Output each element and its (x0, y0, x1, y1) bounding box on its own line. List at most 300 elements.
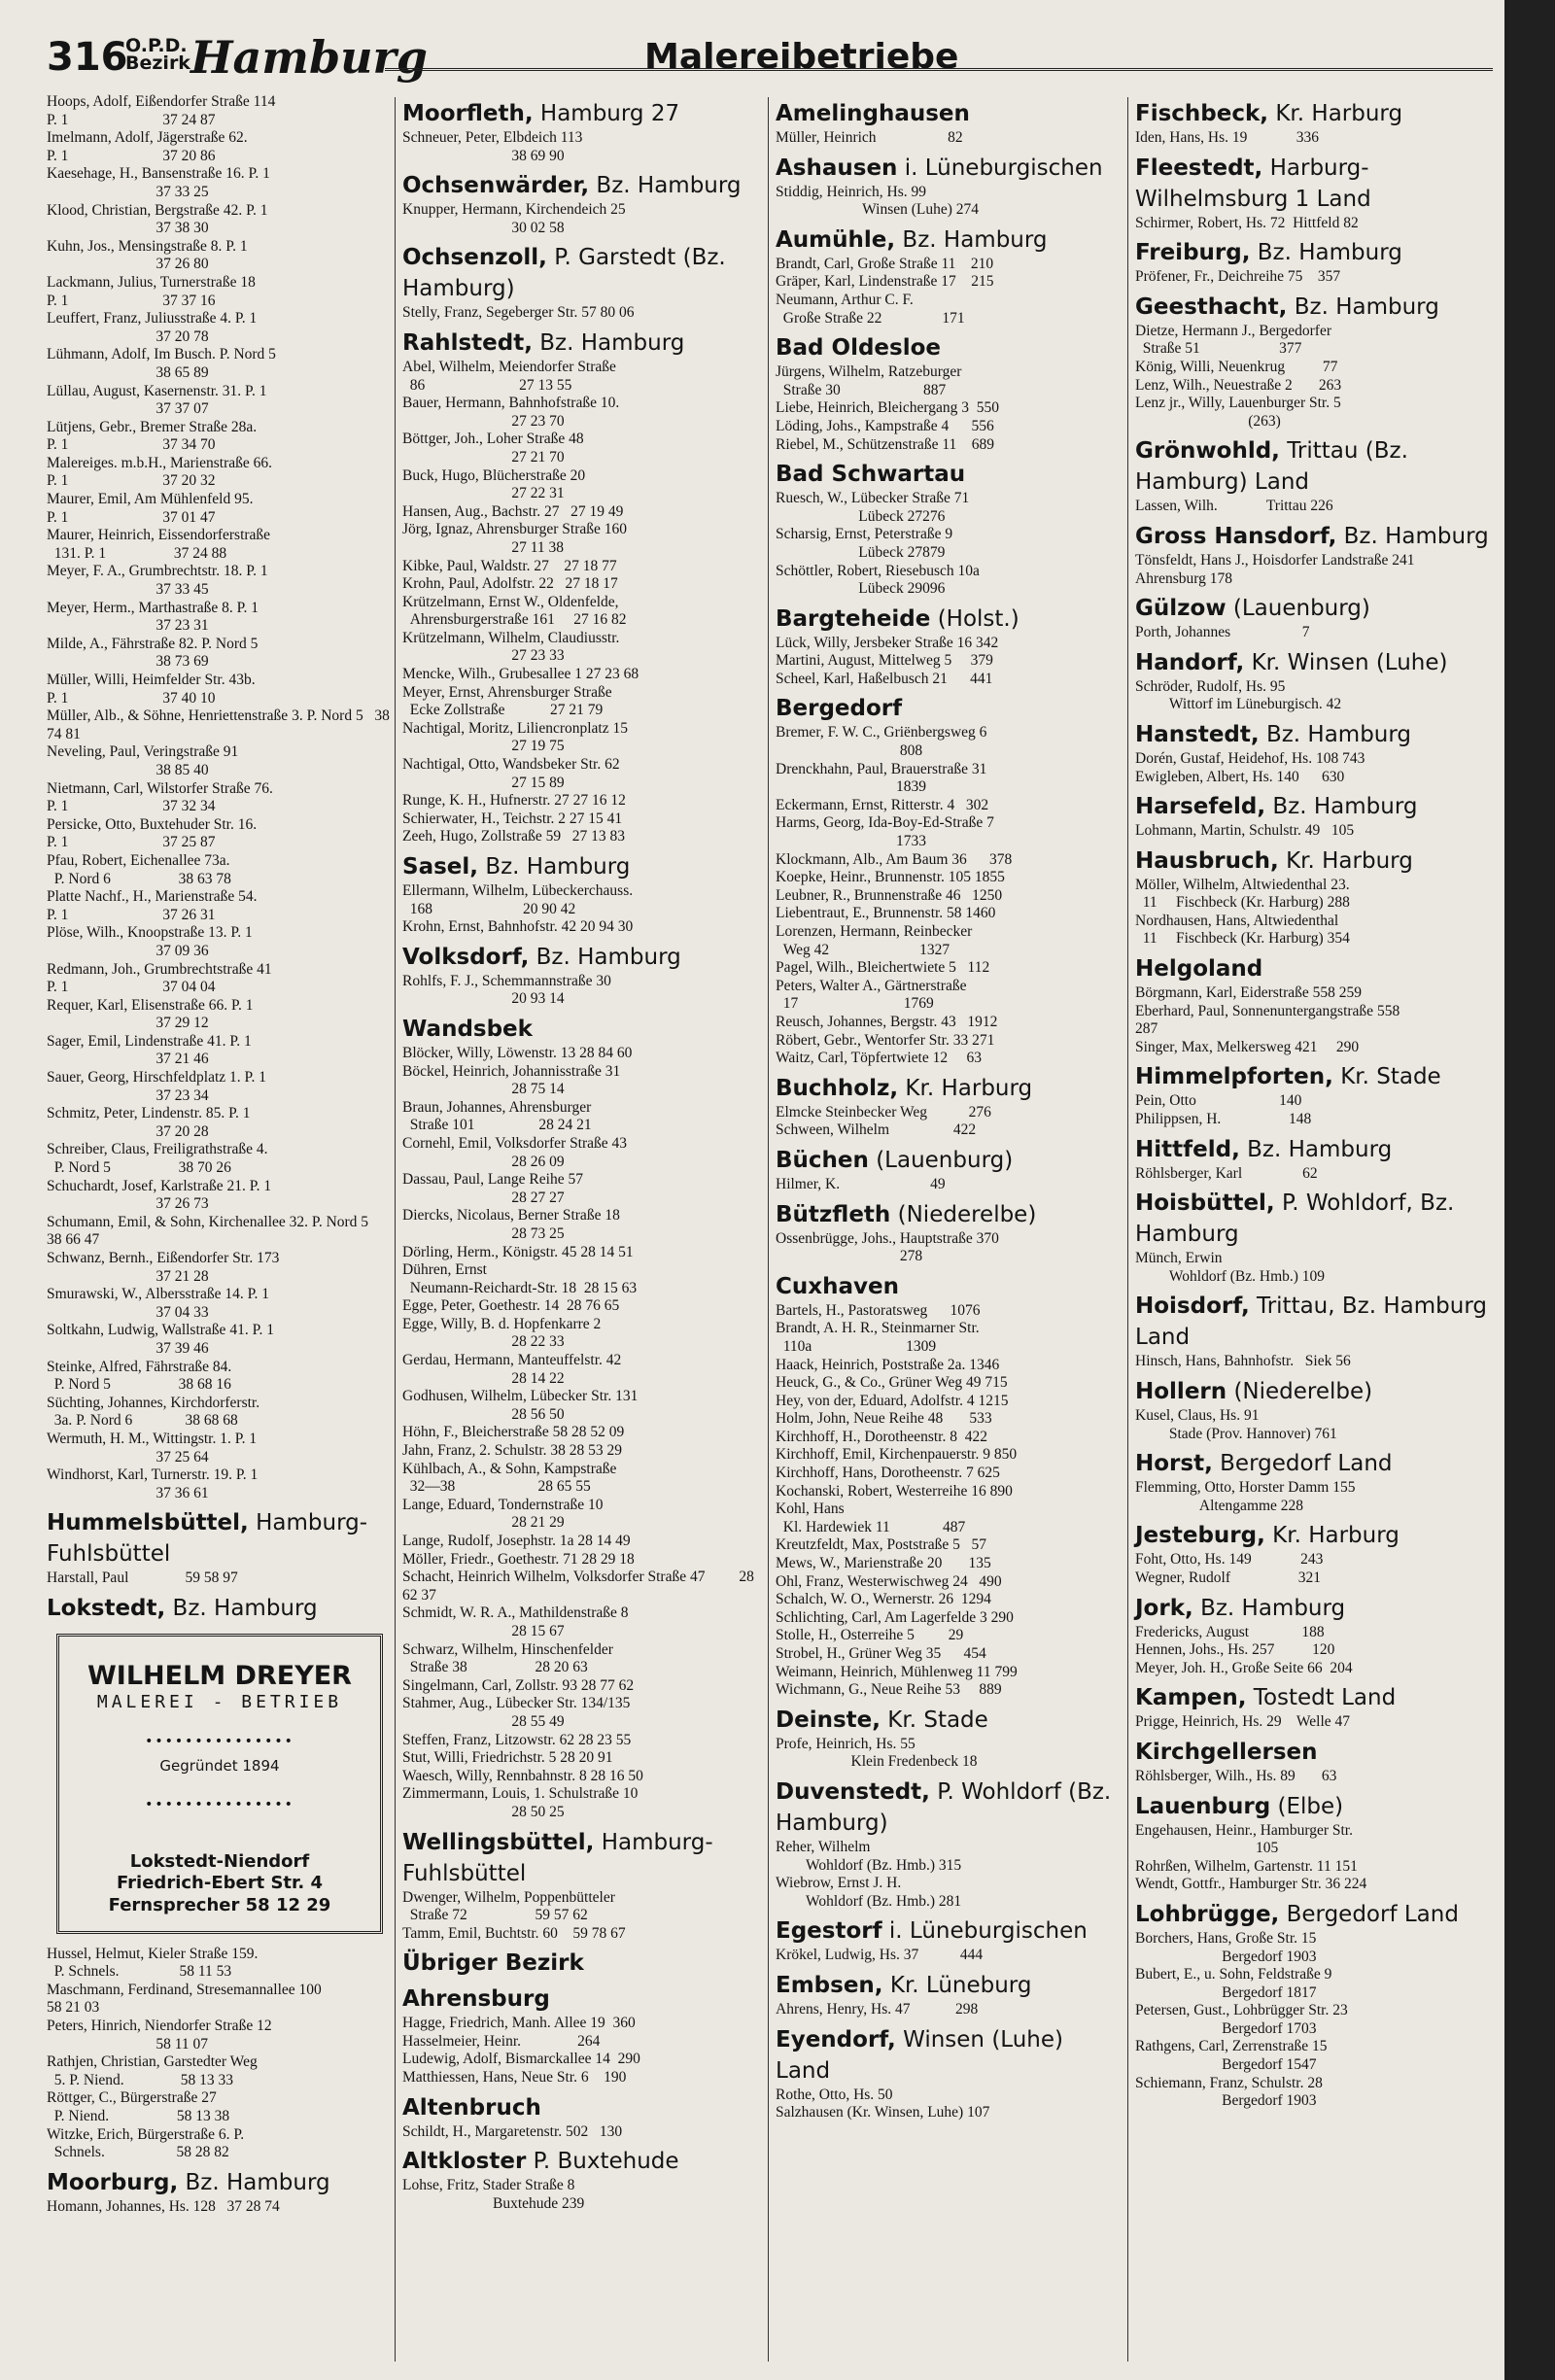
listing-entry: Ewigleben, Albert, Hs. 140 630 (1135, 768, 1345, 785)
listing-entry: 168 20 90 42 (402, 900, 576, 917)
place-name: Lohbrügge, (1135, 1901, 1280, 1927)
listing-entry: Müller, Heinrich 82 (776, 129, 963, 146)
listing-entry: P. 1 37 24 87 (47, 111, 216, 128)
place-heading (1135, 98, 1497, 129)
listing-entry: Singer, Max, Melkersweg 421 290 (1135, 1038, 1360, 1055)
listing-entry: 27 15 89 (402, 774, 565, 791)
listing-entry: 11 Fischbeck (Kr. Harburg) 288 (1135, 894, 1350, 912)
place-heading (402, 1014, 764, 1045)
listing-entry: Windhorst, Karl, Turnerstr. 19. P. 1 (47, 1466, 259, 1484)
listing-entry: 58 11 07 (47, 2035, 209, 2052)
place-name: Kampen, (1135, 1685, 1247, 1711)
listing-entry: 37 39 46 (47, 1339, 209, 1357)
place-heading (1135, 791, 1497, 822)
listing-entry: Reusch, Johannes, Bergstr. 43 1912 (776, 1013, 998, 1030)
place-district: Bz. Hamburg (902, 226, 1048, 253)
listing-entry: Neumann-Reichardt-Str. 18 28 15 63 (402, 1279, 638, 1296)
listing-entry: Weimann, Heinrich, Mühlenweg 11 799 (776, 1663, 1018, 1680)
listing-entry: 37 23 31 (47, 617, 209, 635)
listing-entry: Sauer, Georg, Hirschfeldplatz 1. P. 1 (47, 1069, 266, 1087)
listing-entry: 28 21 29 (402, 1514, 565, 1532)
listing-entry: 86 27 13 55 (402, 376, 572, 394)
place-heading (1135, 1593, 1497, 1624)
city-title: Hamburg (190, 31, 428, 84)
listing-entry: Petersen, Gust., Lohbrügger Str. 23 (1135, 2002, 1348, 2019)
place-name: Kirchgellersen (1135, 1739, 1318, 1765)
directory-column-4 (1135, 93, 1497, 2367)
listing-entry: P. 1 37 25 87 (47, 834, 216, 851)
listing-entry: Meyer, Herm., Marthastraße 8. P. 1 (47, 599, 259, 616)
place-heading (402, 1948, 764, 1979)
listing-entry: Tönsfeldt, Hans J., Hoisdorfer Landstraße 241 Ahrensburg 178 (1135, 551, 1452, 587)
place-name: Grönwohld, (1135, 438, 1280, 465)
place-district: P. Wohldorf, Bz. Hamburg (1135, 1190, 1455, 1248)
listing-entry: Riebel, M., Schützenstraße 11 689 (776, 435, 994, 453)
place-name: Eyendorf, (776, 2026, 896, 2052)
listing-entry: Hinsch, Hans, Bahnhofstr. Siek 56 (1135, 1353, 1351, 1370)
place-name: Lauenburg (1135, 1793, 1271, 1819)
directory-column-3 (776, 93, 1123, 2367)
place-district: Trittau, Bz. Hamburg Land (1135, 1293, 1487, 1351)
listing-entry: Dietze, Hermann J., Bergedorfer (1135, 322, 1331, 339)
listing-entry: Imelmann, Adolf, Jägerstraße 62. (47, 129, 248, 147)
listing-entry: P. Niend. 58 13 38 (47, 2108, 230, 2124)
listing-entry: Holm, John, Neue Reihe 48 533 (776, 1410, 992, 1428)
listing-entry: 32—38 28 65 55 (402, 1478, 591, 1496)
listing-entry: Hey, von der, Eduard, Adolfstr. 4 1215 (776, 1392, 1009, 1409)
place-name: Gülzow (1135, 596, 1227, 622)
listing-entry: Brandt, Carl, Große Straße 11 210 (776, 255, 994, 272)
listing-entry: Schiemann, Franz, Schulstr. 28 (1135, 2074, 1323, 2091)
listing-entry: Straße 72 59 57 62 (402, 1907, 588, 1924)
listing-entry: Bergedorf 1903 (1135, 2092, 1317, 2110)
listing-entry: Prigge, Heinrich, Hs. 29 Welle 47 (1135, 1713, 1351, 1731)
listing-entry: Leubner, R., Brunnenstraße 46 1250 (776, 886, 1003, 904)
listing-entry: Reher, Wilhelm (776, 1838, 871, 1855)
listing-entry: Höhn, F., Bleicherstraße 58 28 52 09 (402, 1424, 625, 1441)
place-name: Hoisbüttel, (1135, 1190, 1275, 1217)
place-district: Bz. Hamburg (1343, 523, 1489, 549)
listing-entry: Cornehl, Emil, Volksdorfer Straße 43 (402, 1134, 628, 1152)
listing-entry: 28 73 25 (402, 1224, 565, 1242)
place-name: Himmelpforten, (1135, 1064, 1333, 1090)
listing-entry: P. Nord 5 38 68 16 (47, 1376, 231, 1394)
listing-entry: Ecke Zollstraße 27 21 79 (402, 702, 604, 719)
listing-entry: Kusel, Claus, Hs. 91 (1135, 1407, 1260, 1424)
listing-entry: Fredericks, August 188 (1135, 1623, 1325, 1640)
place-district: Hamburg 27 (539, 101, 680, 126)
listing-entry: Harstall, Paul 59 58 97 (47, 1569, 238, 1587)
place-district: (Lauenburg) (876, 1147, 1014, 1173)
place-district: Bz. Hamburg (1272, 794, 1418, 820)
listing-entry: Brandt, A. H. R., Steinmarner Str. (776, 1320, 980, 1337)
listing-entry: Matthiessen, Hans, Neue Str. 6 190 (402, 2069, 627, 2087)
listing-entry: Stahmer, Aug., Lübecker Str. 134/135 (402, 1695, 631, 1712)
listing-entry: Lohmann, Martin, Schulstr. 49 105 (1135, 822, 1355, 840)
place-name: Harsefeld, (1135, 794, 1266, 820)
listing-entry: Steinke, Alfred, Fährstraße 84. (47, 1358, 232, 1375)
listing-entry: Drenckhahn, Paul, Brauerstraße 31 (776, 760, 987, 777)
listing-entry: 37 20 28 (47, 1122, 209, 1140)
listing-entry: Egge, Peter, Goethestr. 14 28 76 65 (402, 1297, 620, 1315)
place-heading (776, 1145, 1123, 1176)
place-name: Horst, (1135, 1451, 1213, 1477)
listing-entry: Maschmann, Ferdinand, Stresemannallee 100 58 21 03 (47, 1981, 390, 2017)
place-name: Moorburg, (47, 2169, 179, 2195)
place-district: Bz. Hamburg (1257, 240, 1402, 266)
listing-entry: Flemming, Otto, Horster Damm 155 (1135, 1479, 1356, 1497)
listing-entry: Foht, Otto, Hs. 149 243 (1135, 1551, 1324, 1569)
listing-entry: Egge, Willy, B. d. Hopfenkarre 2 (402, 1315, 602, 1332)
listing-entry: 105 (1135, 1840, 1279, 1857)
place-district: Bz. Hamburg (172, 1595, 318, 1621)
listing-entry: 28 56 50 (402, 1405, 565, 1423)
listing-entry: Strobel, H., Grüner Weg 35 454 (776, 1645, 986, 1662)
listing-entry: Smurawski, W., Albersstraße 14. P. 1 (47, 1286, 270, 1303)
place-name: Handorf, (1135, 649, 1245, 675)
place-district: Bz. Hamburg (1247, 1136, 1393, 1162)
place-heading (1135, 1134, 1497, 1165)
listing-entry: 37 21 28 (47, 1267, 209, 1285)
place-district: Kr. Harburg (1286, 847, 1413, 874)
listing-entry: Schneuer, Peter, Elbdeich 113 (402, 129, 583, 146)
listing-entry: Steffen, Franz, Litzowstr. 62 28 23 55 (402, 1731, 632, 1748)
listing-entry: 17 1769 (776, 995, 934, 1013)
place-district: Trittau (Bz. Hamburg) Land (1135, 438, 1408, 496)
place-heading (402, 2146, 764, 2177)
place-name: Buchholz, (776, 1075, 899, 1101)
listing-entry: Profe, Heinrich, Hs. 55 (776, 1735, 916, 1752)
listing-entry: Münch, Erwin (1135, 1250, 1223, 1267)
listing-entry: P. 1 37 04 04 (47, 979, 216, 996)
listing-entry: Schween, Wilhelm 422 (776, 1121, 977, 1139)
place-name: Deinste, (776, 1707, 881, 1733)
place-district: (Lauenburg) (1232, 596, 1370, 622)
place-district: P. Wohldorf (Bz. Hamburg) (776, 1778, 1112, 1836)
listing-entry: Abel, Wilhelm, Meiendorfer Straße (402, 358, 616, 375)
place-district: Kr. Winsen (Luhe) (1251, 649, 1448, 675)
listing-entry: Kaesehage, H., Bansenstraße 16. P. 1 (47, 165, 270, 183)
place-heading (776, 1199, 1123, 1230)
listing-entry: 11 Fischbeck (Kr. Harburg) 354 (1135, 930, 1350, 948)
listing-entry: Pröfener, Fr., Deichreihe 75 357 (1135, 268, 1341, 286)
place-district: Kr. Stade (887, 1707, 988, 1733)
place-name: Hanstedt, (1135, 721, 1260, 747)
place-heading (402, 328, 764, 359)
place-heading (776, 2024, 1123, 2087)
listing-entry: Röhlsberger, Wilh., Hs. 89 63 (1135, 1767, 1337, 1784)
listing-entry: Kl. Hardewiek 11 487 (776, 1518, 966, 1535)
listing-entry: Tamm, Emil, Buchtstr. 60 59 78 67 (402, 1924, 626, 1942)
listing-entry: Singelmann, Carl, Zollstr. 93 28 77 62 (402, 1676, 635, 1694)
listing-entry: Eckermann, Ernst, Ritterstr. 4 302 (776, 796, 989, 813)
listing-entry: Buck, Hugo, Blücherstraße 20 (402, 466, 586, 484)
listing-entry: Kirchhoff, H., Dorotheenstr. 8 422 (776, 1428, 987, 1445)
listing-entry: Kühlbach, A., & Sohn, Kampstraße (402, 1460, 617, 1477)
listing-entry: Bergedorf 1547 (1135, 2056, 1317, 2074)
listing-entry: Scharsig, Ernst, Peterstraße 9 (776, 526, 953, 543)
listing-entry: Stade (Prov. Hannover) 761 (1135, 1425, 1337, 1442)
place-heading (1135, 953, 1497, 984)
place-heading (776, 332, 1123, 363)
listing-entry: Bauer, Hermann, Bahnhofstraße 10. (402, 395, 620, 412)
listing-entry: 1733 (776, 833, 926, 850)
place-heading (1135, 1520, 1497, 1551)
listing-entry: 38 85 40 (47, 761, 209, 778)
page-number: 316 (47, 35, 128, 80)
listing-entry: Dassau, Paul, Lange Reihe 57 (402, 1171, 583, 1189)
listing-entry: Philippsen, H. 148 (1135, 1111, 1312, 1128)
listing-entry: Borchers, Hans, Große Str. 15 (1135, 1929, 1317, 1947)
listing-entry: 37 33 45 (47, 581, 209, 599)
place-heading (402, 170, 764, 201)
listing-entry: Börgmann, Karl, Eiderstraße 558 259 (1135, 984, 1363, 1002)
listing-entry: Kirchhoff, Hans, Dorotheenstr. 7 625 (776, 1465, 1000, 1482)
listing-entry: Eberhard, Paul, Sonnenuntergangstraße 558 287 (1135, 1002, 1479, 1038)
place-name: Amelinghausen (776, 101, 970, 126)
listing-entry: Koepke, Heinr., Brunnenstr. 105 1855 (776, 869, 1005, 886)
listing-entry: Ahrens, Henry, Hs. 47 298 (776, 2000, 979, 2018)
listing-entry: 5. P. Niend. 58 13 33 (47, 2071, 234, 2088)
ad-company-name: WILHELM DREYER (87, 1660, 352, 1691)
place-heading (1135, 435, 1497, 498)
listing-entry: Rathjen, Christian, Garstedter Weg (47, 2053, 258, 2071)
listing-entry: Schumann, Emil, & Sohn, Kirchenallee 32. P. Nord 5 38 66 47 (47, 1213, 384, 1249)
place-heading (402, 1983, 764, 2015)
listing-entry: Runge, K. H., Hufnerstr. 27 27 16 12 (402, 792, 626, 810)
listing-entry: P. 1 37 01 47 (47, 508, 216, 526)
listing-entry: Jörg, Ignaz, Ahrensburger Straße 160 (402, 521, 628, 538)
place-name: Jork, (1135, 1595, 1193, 1621)
listing-entry: Wohldorf (Bz. Hmb.) 109 (1135, 1267, 1326, 1285)
listing-entry: Hasselmeier, Heinr. 264 (402, 2032, 601, 2050)
place-district: Kr. Harburg (1275, 101, 1403, 126)
listing-entry: Soltkahn, Ludwig, Wallstraße 41. P. 1 (47, 1322, 274, 1339)
listing-entry: Klockmann, Alb., Am Baum 36 378 (776, 850, 1013, 868)
place-heading (1135, 845, 1497, 877)
listing-entry: Müller, Willi, Heimfelder Str. 43b. (47, 672, 256, 688)
listing-entry: Bergedorf 1703 (1135, 2019, 1317, 2037)
listing-entry: 37 36 61 (47, 1484, 209, 1501)
listing-entry: Dühren, Ernst (402, 1261, 487, 1279)
listing-entry: Meyer, F. A., Grumbrechtstr. 18. P. 1 (47, 563, 268, 580)
listing-entry: Waitz, Carl, Töpfertwiete 12 63 (776, 1050, 982, 1067)
place-heading (776, 98, 1123, 129)
listing-entry: Liebentraut, E., Brunnenstr. 58 1460 (776, 905, 996, 922)
listing-entry: 37 29 12 (47, 1015, 209, 1032)
listing-entry: Lassen, Wilh. Trittau 226 (1135, 498, 1333, 515)
place-heading (776, 1271, 1123, 1302)
place-heading (47, 2167, 391, 2198)
place-heading (47, 1593, 391, 1624)
place-name: Helgoland (1135, 956, 1263, 983)
listing-entry: Waesch, Willy, Rennbahnstr. 8 28 16 50 (402, 1767, 643, 1784)
listing-entry: Buxtehude 239 (402, 2194, 585, 2212)
place-district: (Niederelbe) (1233, 1379, 1373, 1404)
listing-entry: Persicke, Otto, Buxtehuder Str. 16. (47, 815, 258, 833)
listing-entry: 27 22 31 (402, 485, 565, 502)
column-divider (1127, 97, 1128, 2362)
ad-founded: Gegründet 1894 (159, 1756, 280, 1775)
listing-entry: Stut, Willi, Friedrichstr. 5 28 20 91 (402, 1749, 613, 1767)
listing-entry: Wendt, Gottfr., Hamburger Str. 36 224 (1135, 1876, 1367, 1893)
place-name: Wellingsbüttel, (402, 1829, 595, 1855)
place-name: Cuxhaven (776, 1273, 899, 1299)
listing-entry: 28 15 67 (402, 1622, 565, 1639)
place-name: Moorfleth, (402, 101, 534, 126)
place-heading (776, 153, 1123, 184)
listing-entry: Schierwater, H., Teichstr. 2 27 15 41 (402, 810, 623, 827)
ad-divider-dots: ••••••••••••••• (145, 1734, 294, 1750)
listing-entry: Hoops, Adolf, Eißendorfer Straße 114 (47, 93, 276, 110)
place-district: Kr. Harburg (1272, 1523, 1400, 1549)
place-heading (776, 1776, 1123, 1839)
place-heading (1135, 1188, 1497, 1250)
listing-entry: Schöttler, Robert, Riesebusch 10a (776, 562, 980, 579)
listing-entry: Lange, Rudolf, Josephstr. 1a 28 14 49 (402, 1533, 631, 1549)
listing-entry: Blöcker, Willy, Löwenstr. 13 28 84 60 (402, 1044, 633, 1061)
listing-entry: Böttger, Joh., Loher Straße 48 (402, 431, 584, 448)
place-heading (776, 693, 1123, 724)
listing-entry: Weg 42 1327 (776, 941, 950, 958)
listing-entry: Röhlsberger, Karl 62 (1135, 1164, 1318, 1182)
opd-label: O.P.D. (125, 35, 188, 56)
place-name: Hoisdorf, (1135, 1293, 1250, 1320)
place-district: Winsen (Luhe) Land (776, 2026, 1063, 2084)
listing-entry: Lück, Willy, Jersbeker Straße 16 342 (776, 634, 999, 651)
listing-entry: Knupper, Hermann, Kirchendeich 25 (402, 201, 626, 219)
listing-entry: 28 75 14 (402, 1081, 565, 1098)
listing-entry: 38 69 90 (402, 147, 565, 164)
listing-entry: 37 33 25 (47, 183, 209, 200)
place-heading (47, 1507, 391, 1569)
listing-entry: Große Straße 22 171 (776, 309, 965, 327)
listing-entry: Homann, Johannes, Hs. 128 37 28 74 (47, 2197, 280, 2215)
listing-entry: 37 25 64 (47, 1448, 209, 1466)
listing-entry: 27 23 70 (402, 412, 565, 430)
listing-entry: Krützelmann, Ernst W., Oldenfelde, (402, 593, 619, 610)
ad-spacer (69, 1820, 370, 1849)
listing-entry: Bubert, E., u. Sohn, Feldstraße 9 (1135, 1966, 1332, 1983)
listing-entry: Sager, Emil, Lindenstraße 41. P. 1 (47, 1032, 252, 1050)
district-label (125, 37, 190, 72)
listing-entry: Milde, A., Fährstraße 82. P. Nord 5 (47, 635, 259, 652)
place-district: Kr. Harburg (905, 1075, 1033, 1101)
listing-entry: Krohn, Paul, Adolfstr. 22 27 18 17 (402, 575, 618, 593)
place-heading (1135, 1737, 1497, 1768)
listing-entry: 37 37 07 (47, 400, 209, 418)
place-district: (Holst.) (937, 605, 1019, 632)
listing-entry: Malereiges. m.b.H., Marienstraße 66. (47, 454, 273, 471)
place-district: i. Lüneburgischen (904, 155, 1103, 181)
listing-entry: 28 22 33 (402, 1333, 565, 1351)
place-name: Bützfleth (776, 1201, 891, 1227)
listing-entry: 37 04 33 (47, 1303, 209, 1321)
listing-entry: Kirchhoff, Emil, Kirchenpauerstr. 9 850 (776, 1446, 1018, 1464)
place-heading (1135, 1061, 1497, 1092)
place-district: (Niederelbe) (897, 1201, 1037, 1227)
listing-entry: Kochanski, Robert, Westerreihe 16 890 (776, 1482, 1013, 1500)
listing-entry: Wohldorf (Bz. Hmb.) 281 (776, 1892, 962, 1910)
listing-entry: Lenz jr., Willy, Lauenburger Str. 5 (1135, 395, 1341, 412)
place-district: Bz. Hamburg (185, 2169, 330, 2195)
listing-entry: 37 26 73 (47, 1195, 209, 1213)
place-name: Ochsenzoll, (402, 245, 547, 271)
place-name: Volksdorf, (402, 944, 530, 970)
directory-column-1 (47, 93, 394, 2367)
listing-entry: Peters, Walter A., Gärtnerstraße (776, 977, 967, 994)
place-heading (776, 1073, 1123, 1104)
listing-entry: P. 1 37 26 31 (47, 906, 216, 923)
listing-entry: P. 1 37 20 86 (47, 147, 216, 164)
listing-entry: Mews, W., Marienstraße 20 135 (776, 1555, 991, 1572)
place-name: Gross Hansdorf, (1135, 523, 1337, 549)
listing-entry: Schwarz, Wilhelm, Hinschenfelder (402, 1640, 613, 1658)
place-name: Lokstedt, (47, 1595, 166, 1621)
listing-entry: Schmidt, W. R. A., Mathildenstraße 8 (402, 1604, 629, 1622)
place-heading (776, 1705, 1123, 1736)
listing-entry: Schacht, Heinrich Wilhelm, Volksdorfer Straße 47 28 62 37 (402, 1569, 758, 1604)
place-district: Kr. Lüneburg (889, 1972, 1032, 1998)
place-heading (1135, 1899, 1497, 1930)
listing-entry: Lübeck 29096 (776, 580, 946, 598)
listing-entry: Wiebrow, Ernst J. H. (776, 1875, 902, 1892)
place-district: Bz. Hamburg (485, 854, 631, 880)
listing-entry: 30 02 58 (402, 219, 565, 236)
ad-street: Friedrich-Ebert Str. 4 (117, 1873, 323, 1894)
listing-entry: 28 14 22 (402, 1369, 565, 1387)
listing-entry: Dorén, Gustaf, Heidehof, Hs. 108 743 (1135, 749, 1365, 767)
listing-entry: Schuchardt, Josef, Karlstraße 21. P. 1 (47, 1177, 272, 1194)
place-name: Hittfeld, (1135, 1136, 1240, 1162)
place-heading (402, 851, 764, 882)
listing-entry: Lübeck 27879 (776, 543, 946, 561)
place-district: Bergedorf Land (1220, 1451, 1393, 1477)
listing-entry: Schröder, Rudolf, Hs. 95 (1135, 677, 1286, 695)
place-name: Hollern (1135, 1379, 1227, 1404)
listing-entry: P. 1 37 20 32 (47, 472, 216, 490)
listing-entry: Bremer, F. W. C., Griënbergsweg 6 (776, 724, 987, 742)
listing-entry: Schnels. 58 28 82 (47, 2144, 229, 2161)
listing-entry: Dörling, Herm., Königstr. 45 28 14 51 (402, 1243, 634, 1260)
place-name: Bad Oldesloe (776, 335, 941, 362)
listing-entry: Diercks, Nicolaus, Berner Straße 18 (402, 1207, 620, 1224)
place-district: Tostedt Land (1253, 1685, 1397, 1711)
place-name: Ahrensburg (402, 1986, 550, 2013)
listing-entry: Lange, Eduard, Tondernstraße 10 (402, 1496, 604, 1513)
listing-entry: Winsen (Luhe) 274 (776, 201, 980, 219)
place-name: Wandsbek (402, 1016, 533, 1042)
listing-entry: Witzke, Erich, Bürgerstraße 6. P. (47, 2125, 245, 2143)
listing-entry: Ruesch, W., Lübecker Straße 71 (776, 490, 970, 507)
place-district: P. Garstedt (Bz. Hamburg) (402, 245, 726, 302)
listing-entry: Schirmer, Robert, Hs. 72 Hittfeld 82 (1135, 214, 1359, 231)
listing-entry: Schlichting, Carl, Am Lagerfelde 3 290 (776, 1608, 1014, 1626)
ad-business-type: MALEREI - BETRIEB (96, 1691, 343, 1712)
place-name: Ochsenwärder, (402, 173, 590, 199)
listing-entry: Lüllau, August, Kasernenstr. 31. P. 1 (47, 382, 267, 399)
place-heading (776, 604, 1123, 635)
place-heading (402, 1827, 764, 1889)
listing-entry: Godhusen, Wilhelm, Lübecker Str. 131 (402, 1388, 639, 1405)
listing-entry: Lorenzen, Hermann, Reinbecker (776, 923, 973, 940)
place-district: Hamburg-Fuhlsbüttel (402, 1829, 713, 1886)
listing-entry: Straße 51 377 (1135, 340, 1302, 358)
listing-entry: Straße 101 28 24 21 (402, 1117, 592, 1134)
listing-entry: Schreiber, Claus, Freiligrathstraße 4. (47, 1141, 268, 1158)
listing-entry: Haack, Heinrich, Poststraße 2a. 1346 (776, 1356, 1000, 1373)
place-name: Büchen (776, 1147, 869, 1173)
